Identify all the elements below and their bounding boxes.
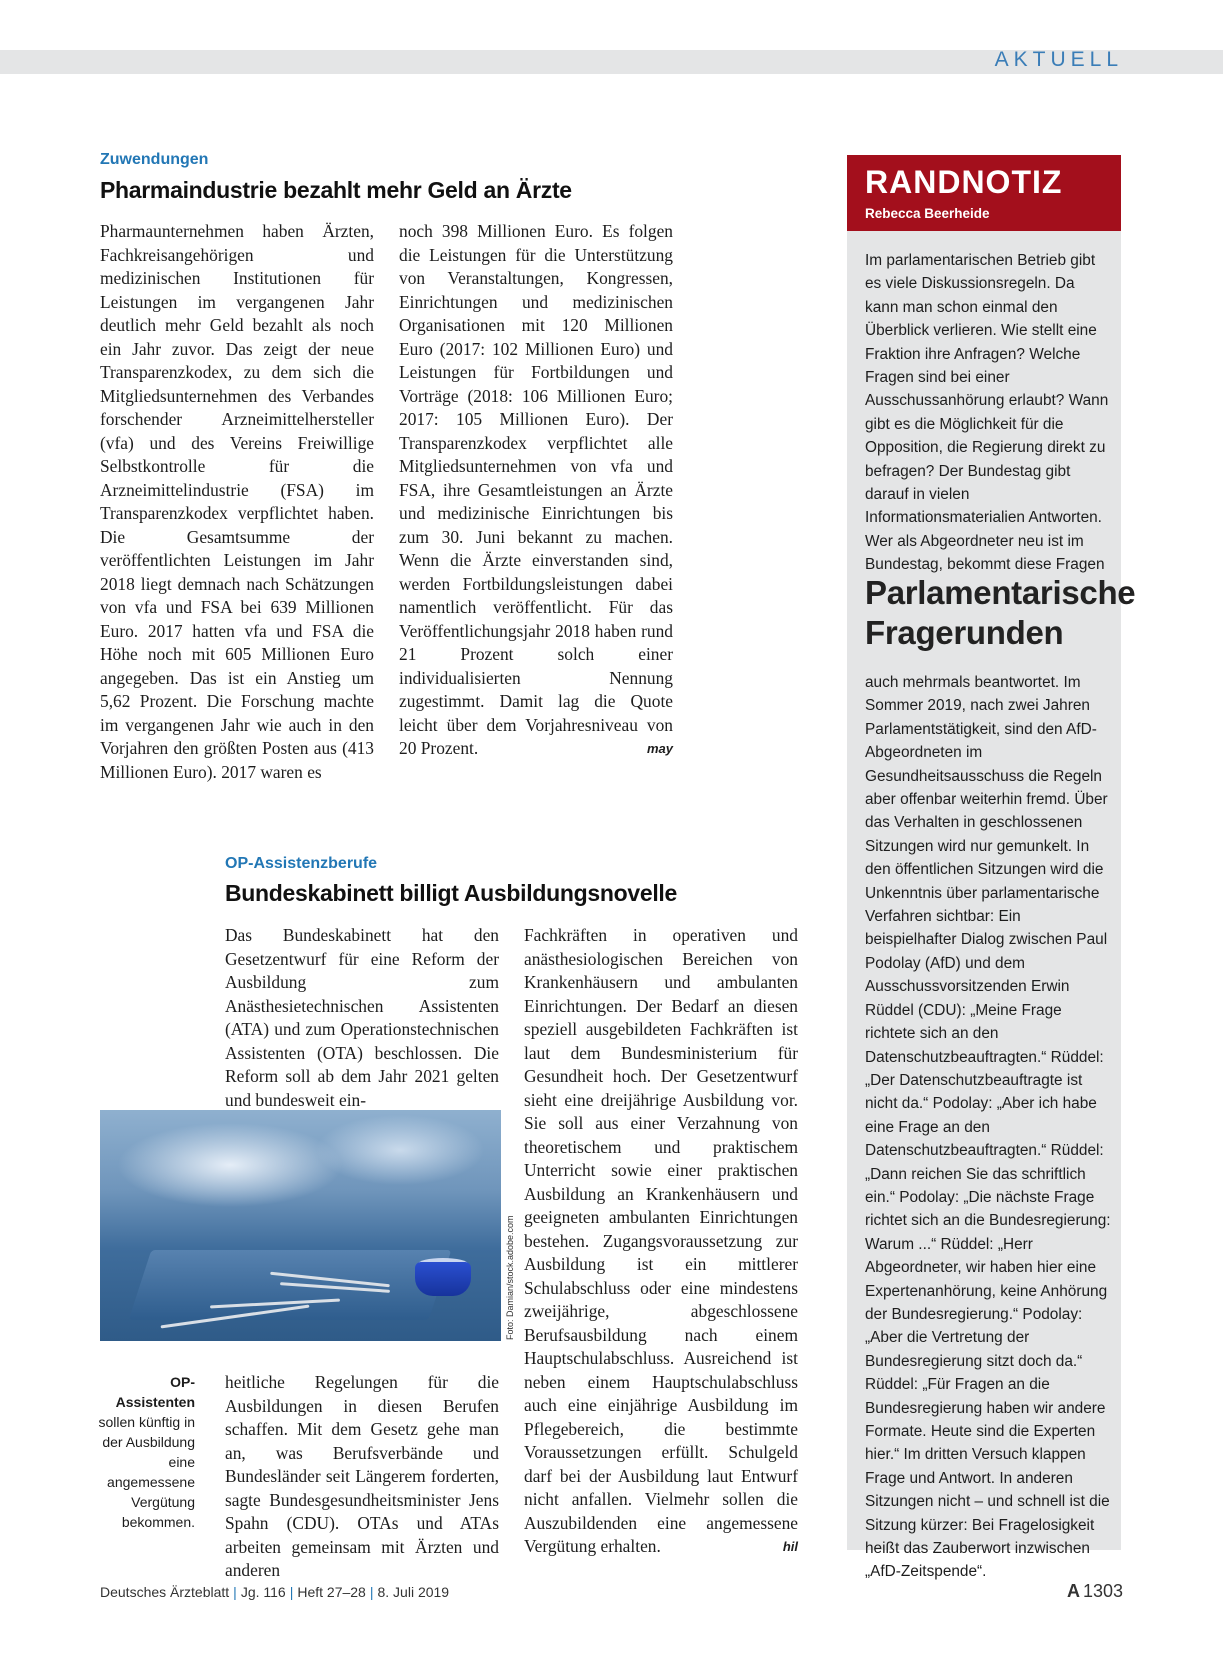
article2-headline: Bundeskabinett billigt Ausbildungsnovelle <box>225 880 677 906</box>
photo-caption <box>98 1372 195 1532</box>
surgical-instruments-photo <box>100 1110 501 1341</box>
randnotiz-author: Rebecca Beerheide <box>865 206 990 221</box>
randnotiz-text-bottom: auch mehrmals beantwortet. Im Sommer 2019, nach zwei Jahren Parlamentstätigkeit, sind den AfD-Abgeordneten im Gesundheitsausschuss die Regeln aber offenbar weiterhin fremd. Über das Verhalten in geschlossenen Sitzungen wird nur gemunkelt. In den öffentlichen Sitzungen wird die Unkenntnis über parlamentarische Verfahren sichtbar: Ein beispielhafter Dialog zwischen Paul Podolay (AfD) und dem Ausschussvorsitzenden Erwin Rüddel (CDU): „Meine Frage richtete sich an den Datenschutzbeauftragten.“ Rüddel: „Der Datenschutzbeauftragte ist nicht da.“ Podolay: „Aber ich habe eine Frage an den Datenschutzbeauftragten.“ Rüddel: „Dann reichen Sie das schriftlich ein.“ Podolay: „Die nächste Frage richtet sich an die Bundesregierung: Warum ...“ Rüddel: „Herr Abgeordneter, wir haben hier eine Expertenanhörung, keine Anhörung der Bundesregierung.“ Podolay: „Aber die Vertretung der Bundesregierung sitzt doch da.“ Rüddel: „Für Fragen an die Bundesregierung haben wir andere Formate. Heute sind die Experten hier.“ Im dritten Versuch klappen Frage und Antwort. In anderen Sitzungen nicht – und schnell ist die Sitzung kürzer: Bei Fragelosigkeit heißt das Zauberwort inzwischen „AfD-Zeitspende“. <box>865 674 1111 1581</box>
article1-headline: Pharmaindustrie bezahlt mehr Geld an Ärzte <box>100 177 572 203</box>
randnotiz-headline: Parlamentarische Fragerunden <box>865 574 1136 651</box>
article1-signature: may <box>646 741 673 756</box>
photo-bowl <box>415 1262 471 1296</box>
article2-column-1-top <box>225 924 499 1112</box>
article2-column-2 <box>524 924 798 1559</box>
page-prefix: A <box>1066 1581 1080 1601</box>
footer-citation: Deutsches Ärzteblatt | Jg. 116 | Heft 27–28 | 8. Juli 2019 <box>100 1584 450 1600</box>
footer-publication: Deutsches Ärzteblatt <box>100 1584 230 1600</box>
caption-bold: OP-Assistenten <box>115 1374 195 1410</box>
footer-date: 8. Juli 2019 <box>377 1584 450 1600</box>
article2-kicker: OP-Assistenzberufe <box>225 855 378 872</box>
caption-text: sollen künftig in der Ausbildung eine angemessene Vergütung bekommen. <box>98 1414 195 1530</box>
article2-text-1a: Das Bundeskabinett hat den Gesetzentwurf für eine Reform der Ausbildung zum Anästhesietechnischen Assistenten (ATA) und zum Operationstechnischen Assistenten (OTA) beschlossen. Die Reform soll ab dem Jahr 2021 gelten und bundesweit ein- <box>225 925 499 1110</box>
article1-kicker: Zuwendungen <box>100 151 209 168</box>
article1-text-2: noch 398 Millionen Euro. Es folgen die Leistungen für die Unterstützung von Veranstaltungen, Kongressen, Einrichtungen und medizinischen Organisationen mit 120 Millionen Euro (2017: 102 Millionen Euro) und Leistungen für Fortbildungen und Vorträge (2018: 106 Millionen Euro; 2017: 105 Millionen Euro). Der Transparenzkodex verpflichtet alle Mitgliedsunternehmen von vfa und FSA, ihre Gesamtleistungen an Ärzte und medizinische Einrichtungen bis zum 30. Juni bekannt zu machen. Wenn die Ärzte einverstanden sind, werden Fortbildungsleistungen dabei namentlich veröffentlicht. Für das Veröffentlichungsjahr 2018 haben rund 21 Prozent solch einer individualisierten Nennung zugestimmt. Damit lag die Quote leicht über dem Vorjahresniveau von 20 Prozent. <box>399 221 673 758</box>
page-number-value: 1303 <box>1082 1581 1123 1601</box>
footer-volume: Jg. 116 <box>240 1584 286 1600</box>
article1-column-2 <box>399 220 673 761</box>
article2-column-1-bottom <box>225 1371 499 1583</box>
footer-issue: Heft 27–28 <box>297 1584 366 1600</box>
article2-text-2: Fachkräften in operativen und anästhesiologischen Bereichen von Krankenhäusern und ambulanten Einrichtungen. Der Bedarf an diesen speziell ausgebildeten Fachkräften ist laut dem Bundesministerium für Gesundheit hoch. Der Gesetzentwurf sieht eine dreijährige Ausbildung vor. Sie soll aus einer Verzahnung von theoretischem und praktischem Unterricht sowie einer praktischen Ausbildung an Krankenhäusern und geeigneten ambulanten Einrichtungen bestehen. Zugangsvoraussetzung zur Ausbildung ist ein mittlerer Schulabschluss oder eine mindestens zweijährige, abgeschlossene Berufsausbildung nach einem Hauptschulabschluss. Ausreichend ist neben einem Hauptschulabschluss auch eine einjährige Ausbildung im Pflegebereich, die bestimmte Voraussetzungen erfüllt. Schulgeld darf bei der Ausbildung laut Entwurf nicht anfallen. Vielmehr sollen die Auszubildenden eine angemessene Vergütung erhalten. <box>524 925 798 1556</box>
photo-credit: Foto: Damian/stock.adobe.com <box>505 1215 515 1340</box>
page-number <box>1067 1581 1123 1602</box>
randnotiz-text-top: Im parlamentarischen Betrieb gibt es viele Diskussionsregeln. Da kann man schon einmal den Überblick verlieren. Wie stellt eine Fraktion ihre Anfragen? Welche Fragen sind bei einer Ausschussanhörung erlaubt? Wann gibt es die Möglichkeit für die Opposition, die Regierung direkt zu befragen? Der Bundestag gibt darauf in vielen Informationsmaterialien Antworten. Wer als Abgeordneter neu ist im Bundestag, bekommt diese Fragen <box>865 252 1109 574</box>
section-label: AKTUELL <box>994 48 1123 71</box>
article1-column-1 <box>100 220 374 784</box>
randnotiz-title: RANDNOTIZ <box>865 164 1063 200</box>
article1-text-1: Pharmaunternehmen haben Ärzten, Fachkreisangehörigen und medizinischen Institutionen für Leistungen im vergangenen Jahr deutlich mehr Geld bezahlt als noch ein Jahr zuvor. Das zeigt der neue Transparenzkodex, zu dem sich die Mitgliedsunternehmen des Verbandes forschender Arzneimittelhersteller (vfa) und des Vereins Freiwillige Selbstkontrolle für die Arzneimittelindustrie (FSA) im Transparenzkodex verpflichtet haben. Die Gesamtsumme der veröffentlichten Leistungen im Jahr 2018 liegt demnach nach Schätzungen von vfa und FSA bei 639 Millionen Euro. 2017 hatten vfa und FSA die Höhe noch mit 605 Millionen Euro angegeben. Das ist ein Anstieg um 5,62 Prozent. Die Forschung machte im vergangenen Jahr wie auch in den Vorjahren den größten Posten aus (413 Millionen Euro). 2017 waren es <box>100 221 374 782</box>
article2-signature: hil <box>782 1539 798 1554</box>
article2-text-1b: heitliche Regelungen für die Ausbildungen in diesen Berufen schaffen. Mit dem Gesetz gehe man an, was Berufsverbände und Bundesländer seit Längerem forderten, sagte Bundesgesundheitsminister Jens Spahn (CDU). OTAs und ATAs arbeiten gemeinsam mit Ärzten und anderen <box>225 1372 499 1580</box>
